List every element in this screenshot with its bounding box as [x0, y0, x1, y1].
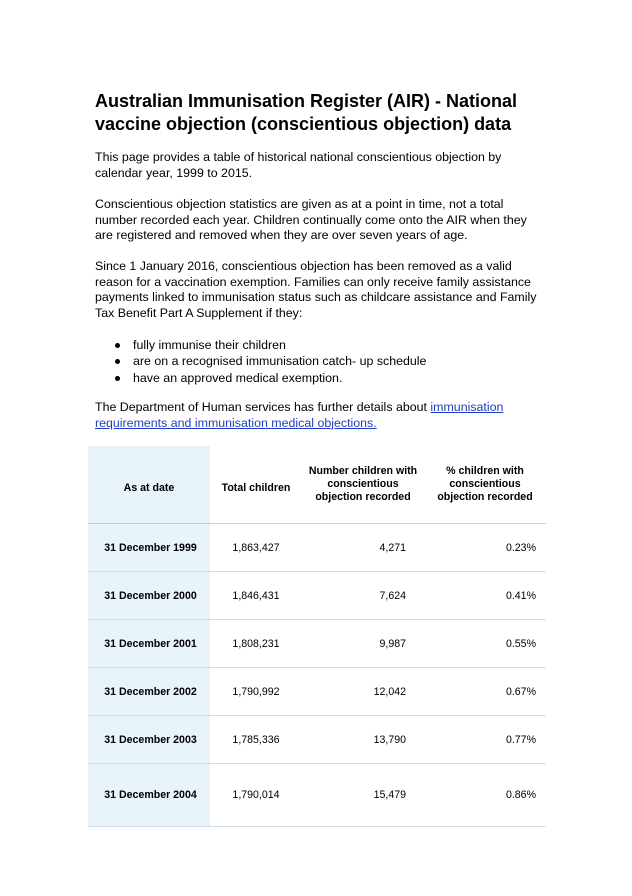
cell-date: 31 December 2003	[88, 716, 210, 764]
list-item: are on a recognised immunisation catch- up schedule	[95, 353, 540, 369]
header-percent-objection: % children with conscientious objection recorded	[424, 446, 546, 524]
cell-objection-percent: 0.23%	[424, 524, 546, 572]
cell-objection-percent: 0.67%	[424, 668, 546, 716]
header-as-at-date: As at date	[88, 446, 210, 524]
header-total-children: Total children	[210, 446, 302, 524]
cell-total-children: 1,785,336	[210, 716, 302, 764]
table-row	[88, 572, 546, 620]
cell-objection-percent: 0.77%	[424, 716, 546, 764]
objection-table-container	[88, 446, 546, 827]
objection-table	[88, 446, 546, 827]
cell-date: 31 December 2002	[88, 668, 210, 716]
cell-date: 31 December 2004	[88, 764, 210, 827]
cell-objection-count: 15,479	[302, 764, 424, 827]
cell-objection-count: 12,042	[302, 668, 424, 716]
table-row	[88, 620, 546, 668]
cell-date: 31 December 1999	[88, 524, 210, 572]
table-header-row	[88, 446, 546, 524]
header-number-objection: Number children with conscientious objection recorded	[302, 446, 424, 524]
list-item: fully immunise their children	[95, 337, 540, 353]
stats-note-paragraph: Conscientious objection statistics are given as at a point in time, not a total number recorded each year. Children continually come onto the AIR when they are registered and removed when they are over seven years of age.	[95, 197, 527, 243]
cell-objection-percent: 0.41%	[424, 572, 546, 620]
cell-total-children: 1,846,431	[210, 572, 302, 620]
cell-date: 31 December 2000	[88, 572, 210, 620]
cell-total-children: 1,863,427	[210, 524, 302, 572]
cell-objection-percent: 0.86%	[424, 764, 546, 827]
cell-total-children: 1,790,014	[210, 764, 302, 827]
list-item: have an approved medical exemption.	[95, 370, 540, 386]
requirements-list	[95, 337, 540, 386]
cell-objection-percent: 0.55%	[424, 620, 546, 668]
dhs-link[interactable]: immunisation requirements and immunisation medical objections.	[95, 400, 504, 430]
cell-objection-count: 9,987	[302, 620, 424, 668]
intro-paragraph: This page provides a table of historical national conscientious objection by calendar year, 1999 to 2015.	[95, 150, 502, 180]
dhs-paragraph	[95, 400, 540, 431]
table-row	[88, 764, 546, 827]
cell-objection-count: 7,624	[302, 572, 424, 620]
cell-date: 31 December 2001	[88, 620, 210, 668]
cell-total-children: 1,808,231	[210, 620, 302, 668]
table-row	[88, 524, 546, 572]
since-2016-paragraph: Since 1 January 2016, conscientious objection has been removed as a valid reason for a vaccination exemption. Families can only receive family assistance payments linked to immunisation status such as childcare assistance and Family Tax Benefit Part A Supplement if they:	[95, 259, 537, 320]
table-row	[88, 668, 546, 716]
table-row	[88, 716, 546, 764]
cell-total-children: 1,790,992	[210, 668, 302, 716]
page-title: Australian Immunisation Register (AIR) - National vaccine objection (conscientious objection) data	[95, 91, 518, 134]
cell-objection-count: 13,790	[302, 716, 424, 764]
dhs-text: The Department of Human services has further details about	[95, 400, 431, 414]
cell-objection-count: 4,271	[302, 524, 424, 572]
